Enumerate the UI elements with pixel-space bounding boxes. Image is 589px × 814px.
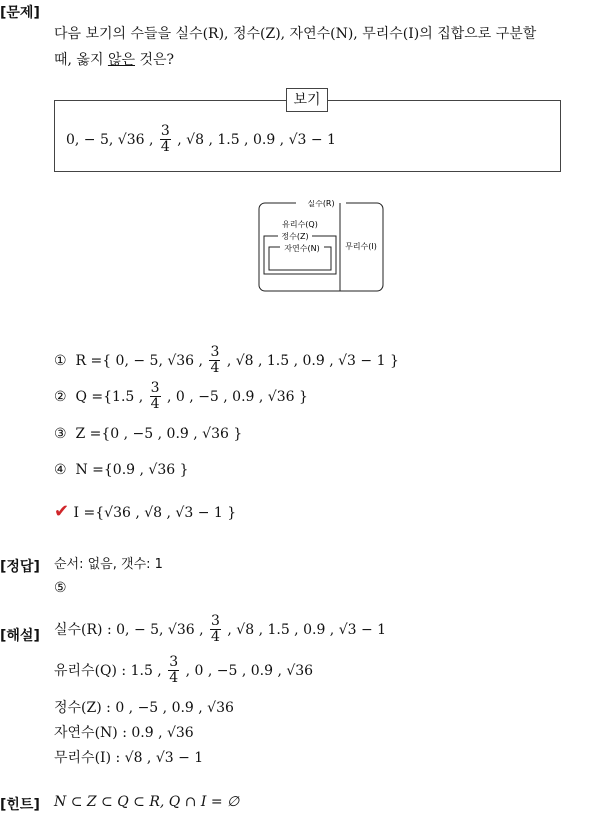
explanation-line-2: 유리수(Q) : 1.5̇ , $\frac{3}{4}$ , 0 , −5 , 0.9̇ , √36 <box>54 654 314 687</box>
bogi-label: 보기 <box>286 88 328 112</box>
explanation-line-1: 실수(R) : 0, − 5, √36 , $\frac{3}{4}$ , √8 , 1.5̇ , 0.9̇ , √3 − 1 <box>54 613 387 646</box>
fraction: $\frac{3}{4}$ <box>211 613 220 646</box>
fraction: $\frac{3}{4}$ <box>210 344 220 377</box>
option-2[interactable]: ② Q ={1.5̇ , $\frac{3}{4}$ , 0 , −5 , 0.9̇ , √36 } <box>54 380 308 413</box>
explanation-line-4: 자연수(N) : 0.9̇ , √36 <box>54 725 194 741</box>
number-set-diagram <box>258 200 384 292</box>
diagram-label-irrational: 무리수(I) <box>345 242 377 251</box>
fraction: $\frac{3}{4}$ <box>169 654 179 687</box>
problem-tag: [문제] <box>0 5 40 21</box>
explanation-line-3: 정수(Z) : 0 , −5 , 0.9̇ , √36 <box>54 700 234 716</box>
checkmark-icon: ✔ <box>54 501 70 522</box>
fraction: $\frac{3}{4}$ <box>150 380 160 413</box>
diagram-label-integer: 정수(Z) <box>281 232 309 241</box>
problem-line-1: 다음 보기의 수들을 실수(R), 정수(Z), 자연수(N), 무리수(I)의 집합으로 구분할 <box>54 26 537 42</box>
problem-line-2: 때, 옳지 않은 것은? <box>54 52 175 68</box>
diagram-label-natural: 자연수(N) <box>284 244 320 253</box>
underlined-word: 않은 <box>107 52 135 68</box>
answer-tag: [정답] <box>0 559 40 575</box>
option-4[interactable]: ④ N ={0.9̇ , √36 } <box>54 462 189 478</box>
hint-tag: [힌트] <box>0 797 40 813</box>
bogi-content: 0, − 5, √36 , $\frac{3}{4}$ , √8 , 1.5̇ , 0.9̇ , √3 − 1 <box>66 123 336 156</box>
fraction: $\frac{3}{4}$ <box>160 123 170 156</box>
answer-meta: 순서: 없음, 갯수: 1 <box>54 557 163 572</box>
diagram-label-rational: 유리수(Q) <box>282 220 318 229</box>
option-5[interactable]: ✔ I ={√36 , √8 , √3 − 1 } <box>54 501 237 522</box>
explanation-tag: [해설] <box>0 628 40 644</box>
option-1[interactable]: ① R ={ 0, − 5, √36 , $\frac{3}{4}$ , √8 , 1.5̇ , 0.9̇ , √3 − 1 } <box>54 344 399 377</box>
hint-text: N ⊂ Z ⊂ Q ⊂ R, Q ∩ I = ∅ <box>54 794 240 810</box>
integer-set-box <box>264 236 336 274</box>
diagram-label-real: 실수(R) <box>307 200 335 208</box>
option-3[interactable]: ③ Z ={0 , −5 , 0.9̇ , √36 } <box>54 426 243 442</box>
explanation-line-5: 무리수(I) : √8 , √3 − 1 <box>54 750 204 766</box>
answer-value: ⑤ <box>54 580 67 596</box>
